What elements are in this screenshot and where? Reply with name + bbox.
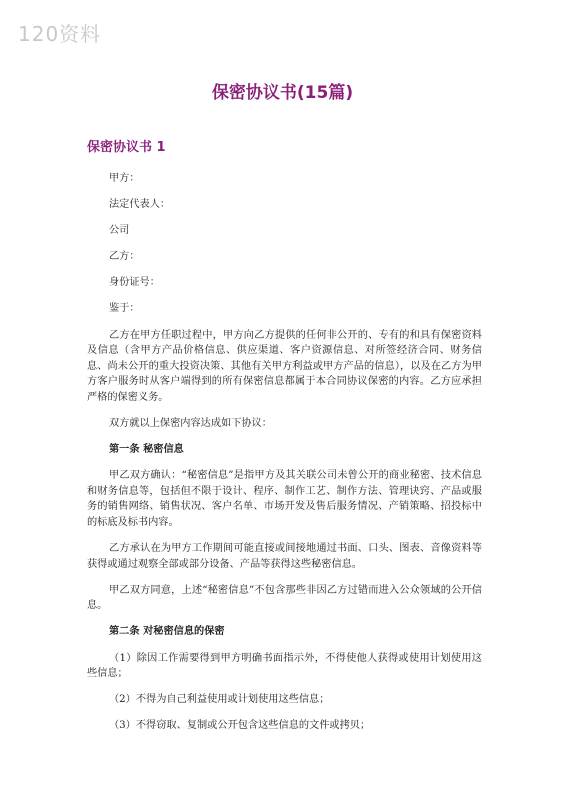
section-title: 保密协议书 1 <box>87 140 166 155</box>
company-line: 公司 <box>109 225 130 237</box>
article1-paragraph-3: 甲乙双方同意，上述“秘密信息”不包含那些非因乙方过错而进入公众领域的公开信息。 <box>87 584 482 612</box>
whereas-line: 鉴于： <box>109 303 140 315</box>
party-b-line: 乙方： <box>109 251 140 263</box>
article2-heading: 第二条 对秘密信息的保密 <box>109 626 225 638</box>
article2-item-1: （1）除因工作需要得到甲方明确书面指示外，不得使他人获得或使用计划使用这些信息； <box>87 652 482 680</box>
document-title: 保密协议书(15篇) <box>211 83 354 103</box>
intro-paragraph: 乙方在甲方任职过程中，甲方向乙方提供的任何非公开的、专有的和具有保密资料及信息（含甲方产品价格信息、供应渠道、客户资源信息、对所签经济合同、财务信息、尚未公开的重大投资决策、其他有关甲方利益或甲方产品的信息），以及在乙方为甲方客户服务时从客户端得到的所有保密信息都属于本合同协议保密的内容。乙方应承担严格的保密义务。 <box>87 329 482 403</box>
article2-item-2: （2）不得为自己利益使用或计划使用这些信息； <box>109 694 330 706</box>
document-body <box>87 171 482 744</box>
legal-rep-line: 法定代表人： <box>109 199 171 211</box>
id-number-line: 身份证号： <box>109 277 160 289</box>
article1-paragraph-1: 甲乙双方确认：“秘密信息”是指甲方及其关联公司未曾公开的商业秘密、技术信息和财务信息等，包括但不限于设计、程序、制作工艺、制作方法、管理诀窍、产品或服务的销售网络、销售状况、客户名单、市场开发及售后服务情况、产销策略、招投标中的标底及标书内容。 <box>87 470 482 528</box>
article1-heading: 第一条 秘密信息 <box>109 444 184 456</box>
party-a-line: 甲方： <box>109 173 140 184</box>
watermark: 120资料 <box>18 22 102 46</box>
article2-item-3: （3）不得窃取、复制或公开包含这些信息的文件或拷贝； <box>109 720 371 732</box>
agreement-paragraph: 双方就以上保密内容达成如下协议： <box>109 418 272 430</box>
article1-paragraph-2: 乙方承认在为甲方工作期间可能直接或间接地通过书面、口头、图表、音像资料等获得或通过观察全部或部分设备、产品等获得这些秘密信息。 <box>87 543 482 570</box>
